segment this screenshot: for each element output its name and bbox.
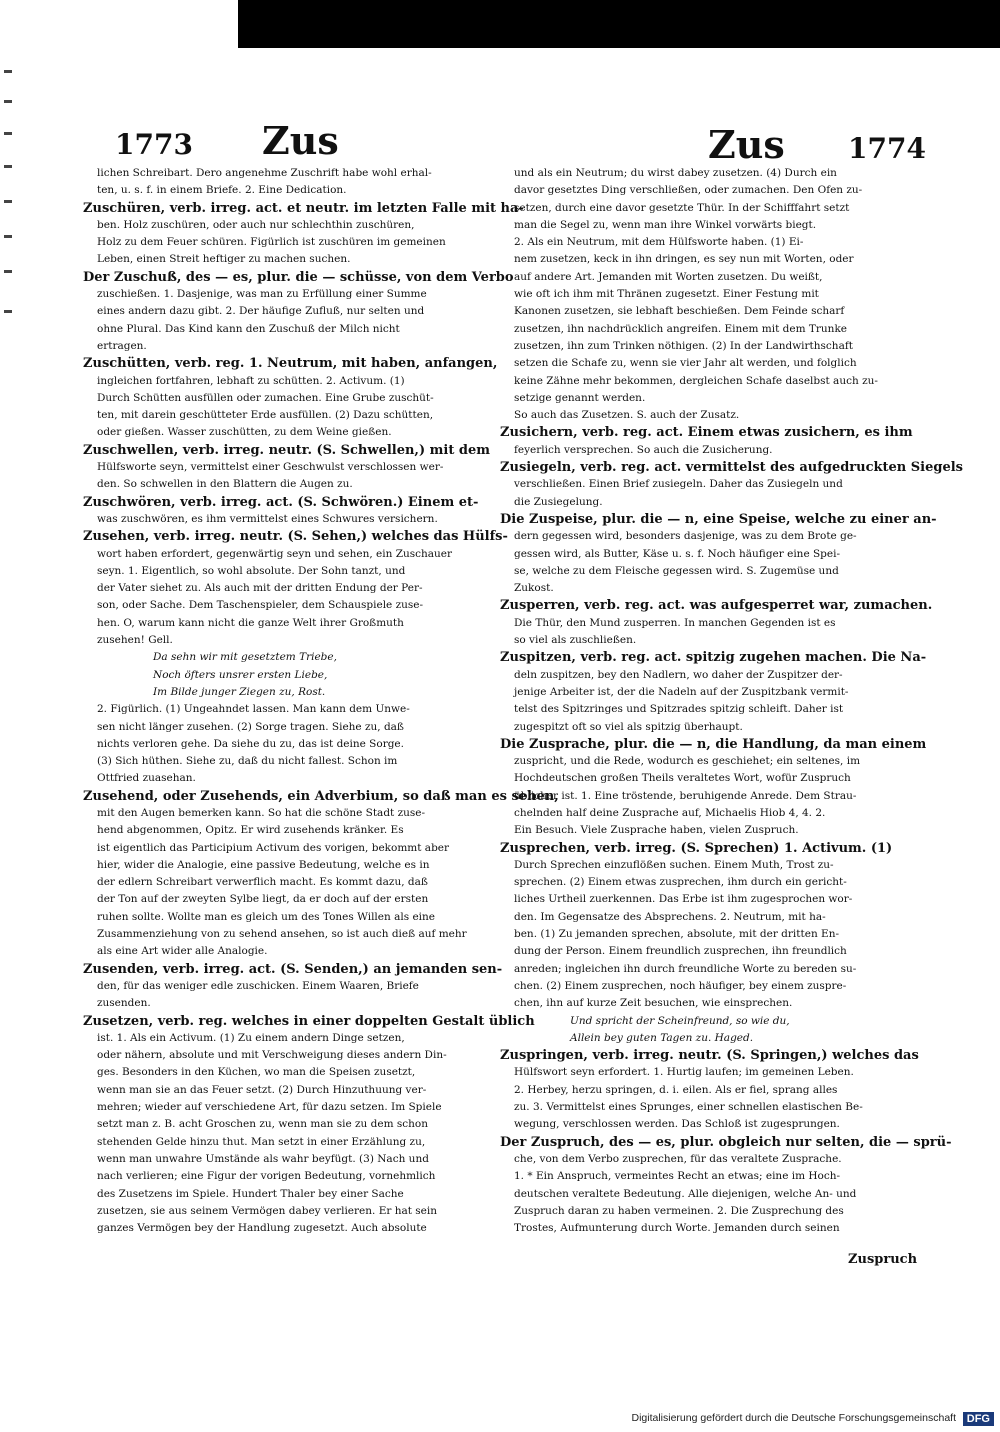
text-line: 2. Als ein Neutrum, mit dem Hülfsworte haben. (1) Ei- [514,236,804,249]
text-line: wie oft ich ihm mit Thränen zugesetzt. Einer Festung mit [514,288,819,301]
entry-headline: Zuspringen, verb. irreg. neutr. (S. Springen,) welches das [500,1048,919,1064]
entry-headline: Zusehend, oder Zusehends, ein Adverbium, so daß man es sehen, [83,788,559,804]
text-line: und als ein Neutrum; du wirst dabey zusetzen. (4) Durch ein [514,167,837,179]
text-line: den. So schwellen in den Blattern die Augen zu. [97,478,353,491]
text-line: Holz zu dem Feuer schüren. Figürlich ist zuschüren im gemeinen [97,236,446,249]
entry-headline: Zusenden, verb. irreg. act. (S. Senden,) an jemanden sen- [83,961,503,977]
text-line: stehenden Gelde hinzu thut. Man setzt in einer Erzählung zu, [97,1135,426,1148]
text-line: davor gesetztes Ding verschließen, oder zumachen. Den Ofen zu- [514,184,863,197]
text-line: nichts verloren gehe. Da siehe du zu, das ist deine Sorge. [97,737,404,750]
catchword: Zuspruch [848,1252,918,1267]
text-line: zusehen! Gell. [97,634,173,647]
text-line: keine Zähne mehr bekommen, dergleichen Schafe daselbst auch zu- [514,374,878,387]
text-line: ben. Holz zuschüren, oder auch nur schlechthin zuschüren, [97,218,415,231]
text-line: oder gießen. Wasser zuschütten, zu dem Weine gießen. [97,426,392,439]
text-line: zusenden. [97,997,151,1010]
text-line: der Vater siehet zu. Als auch mit der dritten Endung der Per- [97,582,423,595]
text-line: Die Thür, den Mund zusperren. In manchen Gegenden ist es [514,616,836,629]
text-line: ist. 1. Als ein Activum. (1) Zu einem andern Dinge setzen, [97,1031,405,1044]
binding-edge-marks [0,70,20,330]
text-line: mehren; wieder auf verschiedene Art, für dazu setzen. Im Spiele [97,1101,442,1114]
text-line: auf andere Art. Jemanden mit Worten zusetzen. Du weißt, [514,270,823,283]
text-line: Hülfsworte seyn, vermittelst einer Geschwulst verschlossen wer- [97,461,444,474]
text-line: mit den Augen bemerken kann. So hat die schöne Stadt zuse- [97,806,426,819]
text-line: chelnden half deine Zusprache auf, Michaelis Hiob 4, 4. 2. [514,806,826,819]
dfg-logo: DFG [963,1412,994,1426]
entry-headline: Die Zuspeise, plur. die — n, eine Speise, welche zu einer an- [500,511,937,527]
text-line: feyerlich versprechen. So auch die Zusicherung. [514,443,773,456]
text-line: hend abgenommen, Opitz. Er wird zusehends kränker. Es [97,824,404,837]
text-line: verschließen. Einen Brief zusiegeln. Daher das Zusiegeln und [514,478,843,491]
text-line: zusetzen, ihn zum Trinken nöthigen. (2) In der Landwirthschaft [514,339,853,352]
text-line: hen. O, warum kann nicht die ganze Welt ihrer Großmuth [97,616,404,629]
text-line: der edlern Schreibart verwerflich macht. Es kommt dazu, daß [97,876,428,889]
text-line: dung der Person. Einem freundlich zusprechen, ihn freundlich [514,945,847,958]
text-line: sprechen. (2) Einem etwas zusprechen, ihm durch ein gericht- [514,876,847,889]
text-line: deutschen veraltete Bedeutung. Alle diejenigen, welche An- und [514,1187,857,1200]
text-line: lichen Schreibart. Dero angenehme Zuschrift habe wohl erhal- [97,167,432,179]
entry-headline: Zuschütten, verb. reg. 1. Neutrum, mit haben, anfangen, [83,356,498,372]
text-line: Durch Sprechen einzuflößen suchen. Einem Muth, Trost zu- [514,858,834,871]
text-line: Und spricht der Scheinfreund, so wie du, [570,1014,790,1027]
text-line: jenige Arbeiter ist, der die Nadeln auf der Zuspitzbank vermit- [514,685,849,698]
entry-headline: Zusehen, verb. irreg. neutr. (S. Sehen,) welches das Hülfs- [83,529,508,545]
text-line: zusetzen, sie aus seinem Vermögen dabey verlieren. Er hat sein [97,1204,438,1217]
text-line: Trostes, Aufmunterung durch Worte. Jemanden durch seinen [514,1222,840,1235]
text-line: wegung, verschlossen werden. Das Schloß ist zugesprungen. [514,1118,840,1131]
entry-headline: Zuschüren, verb. irreg. act. et neutr. im letzten Falle mit ha- [83,200,524,216]
text-line: den, für das weniger edle zuschicken. Einem Waaren, Briefe [97,979,419,992]
entry-headline: Zusetzen, verb. reg. welches in einer doppelten Gestalt üblich [83,1013,535,1029]
text-line: man die Segel zu, wenn man ihre Winkel vorwärts biegt. [514,218,817,231]
text-line: Leben, einen Streit heftiger zu machen suchen. [97,253,351,266]
text-line: eines andern dazu gibt. 2. Der häufige Zufluß, nur selten und [97,305,425,318]
entry-headline: Die Zusprache, plur. die — n, die Handlung, da man einem [500,736,927,752]
text-line: se, welche zu dem Fleische gegessen wird. S. Zugemüse und [514,564,839,577]
text-line: (3) Sich hüthen. Siehe zu, daß du nicht fallest. Schon im [97,755,398,768]
text-line: hier, wider die Analogie, eine passive Bedeutung, welche es in [97,858,430,871]
scan-black-bar [238,0,1000,48]
text-line: der Ton auf der zweyten Sylbe liegt, da er doch auf der ersten [97,893,429,906]
text-line: setzen, durch eine davor gesetzte Thür. In der Schifffahrt setzt [514,201,850,214]
entry-headline: Zuschwören, verb. irreg. act. (S. Schwören.) Einem et- [83,494,479,510]
text-line: was zuschwören, es ihm vermittelst eines Schwures versichern. [97,512,438,525]
text-line: Zusammenziehung von zu sehend ansehen, so ist auch dieß auf mehr [97,928,467,941]
entry-headline: Zusiegeln, verb. reg. act. vermittelst des aufgedruckten Siegels [500,460,963,476]
text-line: setzt man z. B. acht Groschen zu, wenn man sie zu dem schon [97,1118,428,1131]
text-line: wenn man sie an das Feuer setzt. (2) Durch Hinzuthuung ver- [97,1083,427,1096]
text-line: oder nähern, absolute und mit Verschweigung dieses andern Din- [97,1049,447,1062]
text-line: ges. Besonders in den Küchen, wo man die Speisen zusetzt, [97,1066,416,1079]
text-line: seyn. 1. Eigentlich, so wohl absolute. Der Sohn tanzt, und [97,564,406,577]
text-line: ten, mit darein geschütteter Erde ausfüllen. (2) Dazu schütten, [97,409,434,422]
text-line: zusetzen, ihn nachdrücklich angreifen. Einem mit dem Trunke [514,322,848,335]
text-line: Allein bey guten Tagen zu. Haged. [570,1031,754,1044]
text-line: ten, u. s. f. in einem Briefe. 2. Eine Dedication. [97,184,347,197]
text-line: ist eigentlich das Participium Activum des vorigen, bekommt aber [97,841,450,854]
text-line: Zukost. [514,582,554,595]
text-line: ertragen. [97,339,147,352]
running-head-left: Zus [262,118,339,163]
text-line: zuspricht, und die Rede, wodurch es geschiehet; ein seltenes, im [514,755,861,768]
text-line: zu. 3. Vermittelst eines Sprunges, einer schnellen elastischen Be- [514,1101,863,1114]
entry-headline: Zusperren, verb. reg. act. was aufgesperret war, zumachen. [500,598,933,614]
text-line: Zuspruch daran zu haben vermeinen. 2. Die Zusprechung des [514,1204,844,1217]
text-line: 1. * Ein Anspruch, vermeintes Recht an etwas; eine im Hoch- [514,1170,841,1183]
text-line: den. Im Gegensatze des Absprechens. 2. Neutrum, mit ha- [514,910,826,923]
text-line: setzige genannt werden. [514,391,646,404]
text-line: liches Urtheil zuerkennen. Das Erbe ist ihm zugesprochen wor- [514,893,853,906]
text-line: deln zuspitzen, bey den Nadlern, wo daher der Zuspitzer der- [514,668,843,681]
entry-headline: Zuschwellen, verb. irreg. neutr. (S. Schwellen,) mit dem [83,442,490,458]
text-line: Durch Schütten ausfüllen oder zumachen. Eine Grube zuschüt- [97,391,434,404]
text-line: so viel als zuschließen. [514,634,637,647]
text-line: Noch öfters unsrer ersten Liebe, [153,668,328,681]
entry-headline: Zusichern, verb. reg. act. Einem etwas zusichern, es ihm [500,425,913,441]
running-head-right: Zus [708,122,785,167]
text-line: dern gegessen wird, besonders dasjenige, was zu dem Brote ge- [514,530,857,543]
text-line: die Zusiegelung. [514,495,603,508]
text-line: 2. Figürlich. (1) Ungeahndet lassen. Man kann dem Unwe- [97,703,410,716]
text-line: Hochdeutschen großen Theils veraltetes Wort, wofür Zuspruch [514,772,851,785]
text-line: che, von dem Verbo zusprechen, für das veraltete Zusprache. [514,1152,842,1165]
text-line: nem zusetzen, keck in ihn dringen, es sey nun mit Worten, oder [514,253,854,266]
entry-headline: Der Zuspruch, des — es, plur. obgleich nur selten, die — sprü- [500,1134,952,1150]
text-line: Im Bilde junger Ziegen zu, Rost. [153,685,326,698]
text-line: anreden; ingleichen ihn durch freundliche Worte zu bereden su- [514,962,857,975]
text-line: zugespitzt oft so viel als spitzig überhaupt. [514,720,743,733]
entry-headline: Zuspitzen, verb. reg. act. spitzig zugehen machen. Die Na- [500,650,927,666]
text-line: Da sehn wir mit gesetztem Triebe, [153,651,337,664]
text-line: gessen wird, als Butter, Käse u. s. f. Noch häufiger eine Spei- [514,547,841,560]
text-line: chen, ihn auf kurze Zeit besuchen, wie einsprechen. [514,997,793,1010]
text-line: So auch das Zusetzen. S. auch der Zusatz. [514,409,740,422]
text-line: ohne Plural. Das Kind kann den Zuschuß der Milch nicht [97,322,400,335]
text-line: Hülfswort seyn erfordert. 1. Hurtig laufen; im gemeinen Leben. [514,1066,854,1079]
footer-credit: Digitalisierung gefördert durch die Deutsche Forschungsgemeinschaft [631,1412,956,1424]
text-line: üblicher ist. 1. Eine tröstende, beruhigende Anrede. Dem Strau- [514,789,857,802]
entry-headline: Zusprechen, verb. irreg. (S. Sprechen) 1. Activum. (1) [500,840,893,856]
text-line: Ottfried zuasehan. [97,772,196,785]
text-line: wenn man unwahre Umstände als wahr beyfügt. (3) Nach und [97,1152,429,1165]
text-line: ingleichen fortfahren, lebhaft zu schütten. 2. Activum. (1) [97,374,405,387]
text-line: Kanonen zusetzen, sie lebhaft beschießen. Dem Feinde scharf [514,305,845,318]
text-line: setzen die Schafe zu, wenn sie vier Jahr alt werden, und folglich [514,357,857,370]
text-line: nach verlieren; eine Figur der vorigen Bedeutung, vornehmlich [97,1170,436,1183]
text-line: telst des Spitzringes und Spitzrades spitzig schleift. Daher ist [514,703,844,716]
text-line: sen nicht länger zusehen. (2) Sorge tragen. Siehe zu, daß [97,720,404,733]
text-line: ganzes Vermögen bey der Handlung zugesetzt. Auch absolute [97,1222,427,1235]
text-line: wort haben erfordert, gegenwärtig seyn und sehen, ein Zuschauer [97,547,453,560]
page-number-left: 1773 [115,128,193,161]
text-line: zuschießen. 1. Dasjenige, was man zu Erfüllung einer Summe [97,288,427,301]
entry-headline: Der Zuschuß, des — es, plur. die — schüsse, von dem Verbo [83,269,514,285]
text-line: ruhen sollte. Wollte man es gleich um des Tones Willen als eine [97,910,435,923]
text-line: als eine Art wider alle Analogie. [97,945,268,958]
page-number-right: 1774 [848,132,926,165]
text-line: chen. (2) Einem zusprechen, noch häufiger, bey einem zuspre- [514,979,847,992]
text-line: des Zusetzens im Spiele. Hundert Thaler bey einer Sache [97,1187,404,1200]
text-line: son, oder Sache. Dem Taschenspieler, dem Schauspiele zuse- [97,599,424,612]
text-line: ben. (1) Zu jemanden sprechen, absolute, mit der dritten En- [514,928,840,941]
text-line: Ein Besuch. Viele Zusprache haben, vielen Zuspruch. [514,824,799,837]
right-column [500,165,963,1237]
text-line: 2. Herbey, herzu springen, d. i. eilen. Als er fiel, sprang alles [514,1083,838,1096]
